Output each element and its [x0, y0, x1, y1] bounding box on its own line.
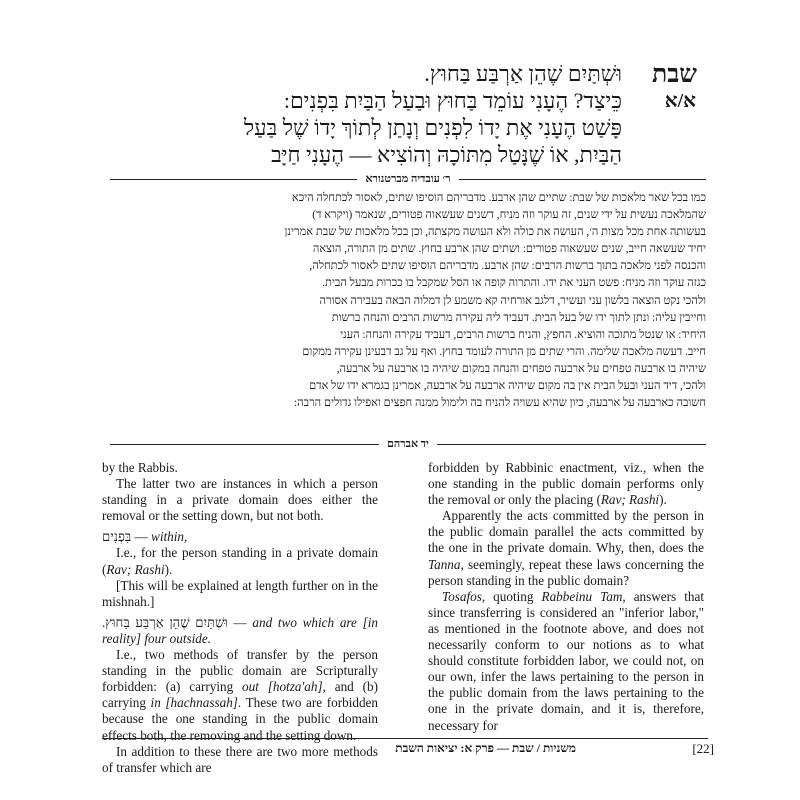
commentary-paragraph: Tosafos, quoting Rabbeinu Tam, answers that since transferring is considered an "inferior labor," as mentioned in the footnote above, and does not necessarily conform to our notions as to what should constitute forbidden labor, we could not, on our own, infer the laws pertaining to the person in the public domain from the laws pertaining to the one in the private domain, and it is, therefore, necessary for [428, 588, 704, 733]
commentary-paragraph: I.e., for the person standing in a private domain (Rav; Rashi). [102, 545, 378, 577]
bartenura-line: וחייבין עליה: ונתן לתוך ידו של בעל הבית. דעביד ליה עקירה מרשות הרבים והנחה ברשות [331, 311, 706, 324]
bartenura-line: חשובה כארבעה על ארבעה, כיון שהיא עשויה להניח בה ולימול ממנה חפצים ואפילו גדולים הרבה: [294, 397, 706, 410]
yad-avraham-title: יד אברהם [387, 438, 429, 450]
bartenura-line: כגזה עוקר וזה מניח: פשט העני את ידו. והתרוה קופה או הסל שמקבל בו ככרות מבעל הבית. [322, 277, 706, 290]
mishnah-line: הַבַּיִת, אוֹ שֶׁנָּטַל מִתּוֹכָהּ וְהוֹצִיא — הֶעָנִי חַיָּב [271, 142, 622, 167]
bartenura-line: חייב. דעשה מלאכה שלימה. והרי שתים מן התורה לעומד בחוץ. ואף על גב דבעינן עקירה ממקום [302, 345, 706, 358]
divider [459, 179, 707, 180]
bartenura-line: שהמלאכה נעשית על ידי שנים, זה עוקר וזה מניח, דשנים שעשאוה פטורים, שנאמר (ויקרא ד) [312, 209, 706, 222]
divider [110, 444, 379, 445]
lemma-translation: — within, [131, 529, 188, 545]
page-number: [22] [692, 741, 714, 756]
commentary-paragraph: [This will be explained at length further on in the mishnah.] [102, 577, 378, 609]
commentary-right-column [428, 460, 704, 734]
yad-avraham-heading [110, 437, 706, 451]
bartenura-line: והכנסה לפני מלאכה בתוך ברשות הרבים: שהן ארבע. מדבריהם הוסיפו שתים לאסור לכתחלה, [309, 260, 706, 273]
lemma-hebrew: וּשְׁתַּיִם שֶׁהֵן אַרְבַּע בַּחוּץ. [102, 614, 228, 630]
commentary-paragraph: forbidden by Rabbinic enactment, viz., when the one standing in the public domain performs only the removal or only the placing (Rav; Rashi). [428, 460, 704, 508]
lemma [102, 529, 378, 545]
running-head: משניות / שבת — פרק א: יציאות השבת [395, 741, 576, 755]
mishnah-line: כֵּיצַד? הֶעָנִי עוֹמֵד בַּחוּץ וּבַעַל הַבַּיִת בִּפְנִים: [283, 88, 622, 113]
lemma [102, 615, 378, 647]
commentary-left-column [102, 460, 378, 776]
bartenura-line: בעשותה אחת מכל מצות ה׳, העושה את כולה ולא העושה מקצתה, וכן בכל מלאכות של שבת אמרינן [284, 226, 706, 239]
mishnah-line: וּשְׁתַּיִם שֶׁהֵן אַרְבַּע בַּחוּץ. [424, 61, 622, 86]
lemma-hebrew: בִּפְנִים [102, 529, 132, 545]
commentary-paragraph: The latter two are instances in which a person standing in a private domain does either the removal or the setting down, but not both. [102, 476, 378, 524]
bartenura-commentary [110, 190, 706, 412]
bartenura-title: ר׳ עובדיה מברטנורא [365, 173, 451, 185]
bartenura-line: היחיד: או שנטל מתוכה והוציא. החפץ, והניח ברשות הרבים, דעביד עקירה והנחה: העני [340, 328, 706, 341]
lemma-translation: — and two which are [in reality] four outside. [102, 614, 379, 646]
mishnah-number: א/א [664, 90, 696, 112]
mishnah-text [92, 60, 622, 168]
commentary-paragraph: Apparently the acts committed by the person in the public domain parallel the acts committed by the one in the private domain. Why, then, does the Tanna, seemingly, repeat these laws concerning the person standing in the public domain? [428, 508, 704, 588]
commentary-paragraph: by the Rabbis. [102, 460, 178, 475]
bartenura-heading [110, 172, 706, 186]
bartenura-line: ולהכי, דיד העני ובעל הבית אין בה מקום שיהיה ארבעה על ארבעה, אמרינן בגמרא ידו של אדם [309, 380, 706, 393]
bartenura-line: ולהכי נקט הוצאה בלשון עני ועשיר, דלגב אורחיה קא משמע לן דמלוה הבאה בעבירה אסורה [319, 294, 706, 307]
bartenura-line: יחיד שעשאה חייב, שנים שעשאוה פטורים: ושתים שהן ארבע בחוץ. שתים מן התורה, הוצאה [312, 243, 706, 256]
mishnah-line: פָּשַׁט הֶעָנִי אֶת יָדוֹ לִפְנִים וְנָתַן לְתוֹךְ יָדוֹ שֶׁל בַּעַל [243, 115, 622, 140]
divider [437, 444, 706, 445]
divider [110, 179, 358, 180]
bartenura-line: שיהיה בו ארבעה טפחים על ארבעה טפחים והנחה במקום שיהיה בו ארבעה על ארבעה, [336, 362, 706, 375]
commentary-paragraph: I.e., two methods of transfer by the person standing in the public domain are Scripturally forbidden: (a) carrying out [hotza'ah], and (b) carrying in [hachnassah]. These two are forbidden because the one standing in the public domain effects both, the removing and the setting down. [102, 647, 378, 743]
bartenura-line: כמו בכל שאר מלאכות של שבת: שתיים שהן ארבע. מדבריהם הוסיפו שתים, לאסור לכתחלה היכא [291, 192, 706, 204]
commentary-paragraph: In addition to these there are two more methods of transfer which are [102, 743, 378, 775]
tractate-label: שבת [652, 61, 697, 88]
footer-rule [102, 738, 708, 739]
